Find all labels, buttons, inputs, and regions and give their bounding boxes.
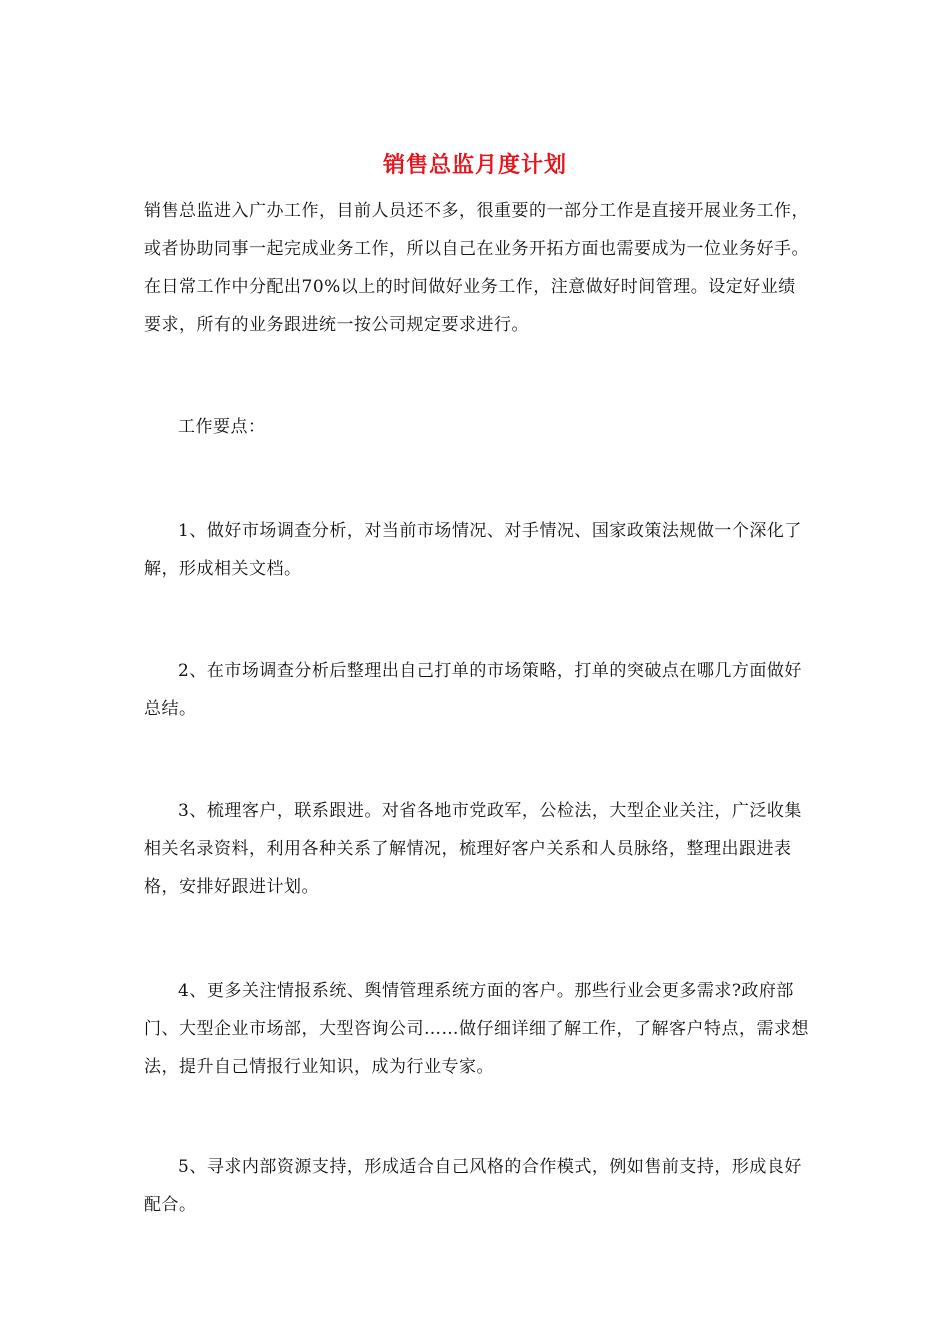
document-title: 销售总监月度计划 [382, 152, 567, 178]
work-item-3: 3、梳理客户，联系跟进。对省各地市党政军，公检法，大型企业关注，广泛收集相关名录资料，利用各种关系了解情况，梳理好客户关系和人员脉络，整理出跟进表格，安排好跟进计划。 [144, 801, 802, 897]
section-heading: 工作要点： [178, 417, 266, 437]
intro-paragraph: 销售总监进入广办工作，目前人员还不多，很重要的一部分工作是直接开展业务工作，或者协助同事一起完成业务工作，所以自己在业务开拓方面也需要成为一位业务好手。在日常工作中分配出70%以上的时间做好业务工作，注意做好时间管理。设定好业绩要求，所有的业务跟进统一按公司规定要求进行。 [144, 201, 809, 335]
work-item-2: 2、在市场调查分析后整理出自己打单的市场策略，打单的突破点在哪几方面做好总结。 [144, 661, 802, 719]
work-item-1: 1、做好市场调查分析，对当前市场情况、对手情况、国家政策法规做一个深化了解，形成相关文档。 [144, 521, 802, 579]
work-item-4: 4、更多关注情报系统、舆情管理系统方面的客户。那些行业会更多需求?政府部门、大型企业市场部，大型咨询公司……做仔细详细了解工作，了解客户特点，需求想法，提升自己情报行业知识，成为行业专家。 [144, 981, 809, 1077]
work-item-5: 5、寻求内部资源支持，形成适合自己风格的合作模式，例如售前支持，形成良好配合。 [144, 1157, 802, 1215]
